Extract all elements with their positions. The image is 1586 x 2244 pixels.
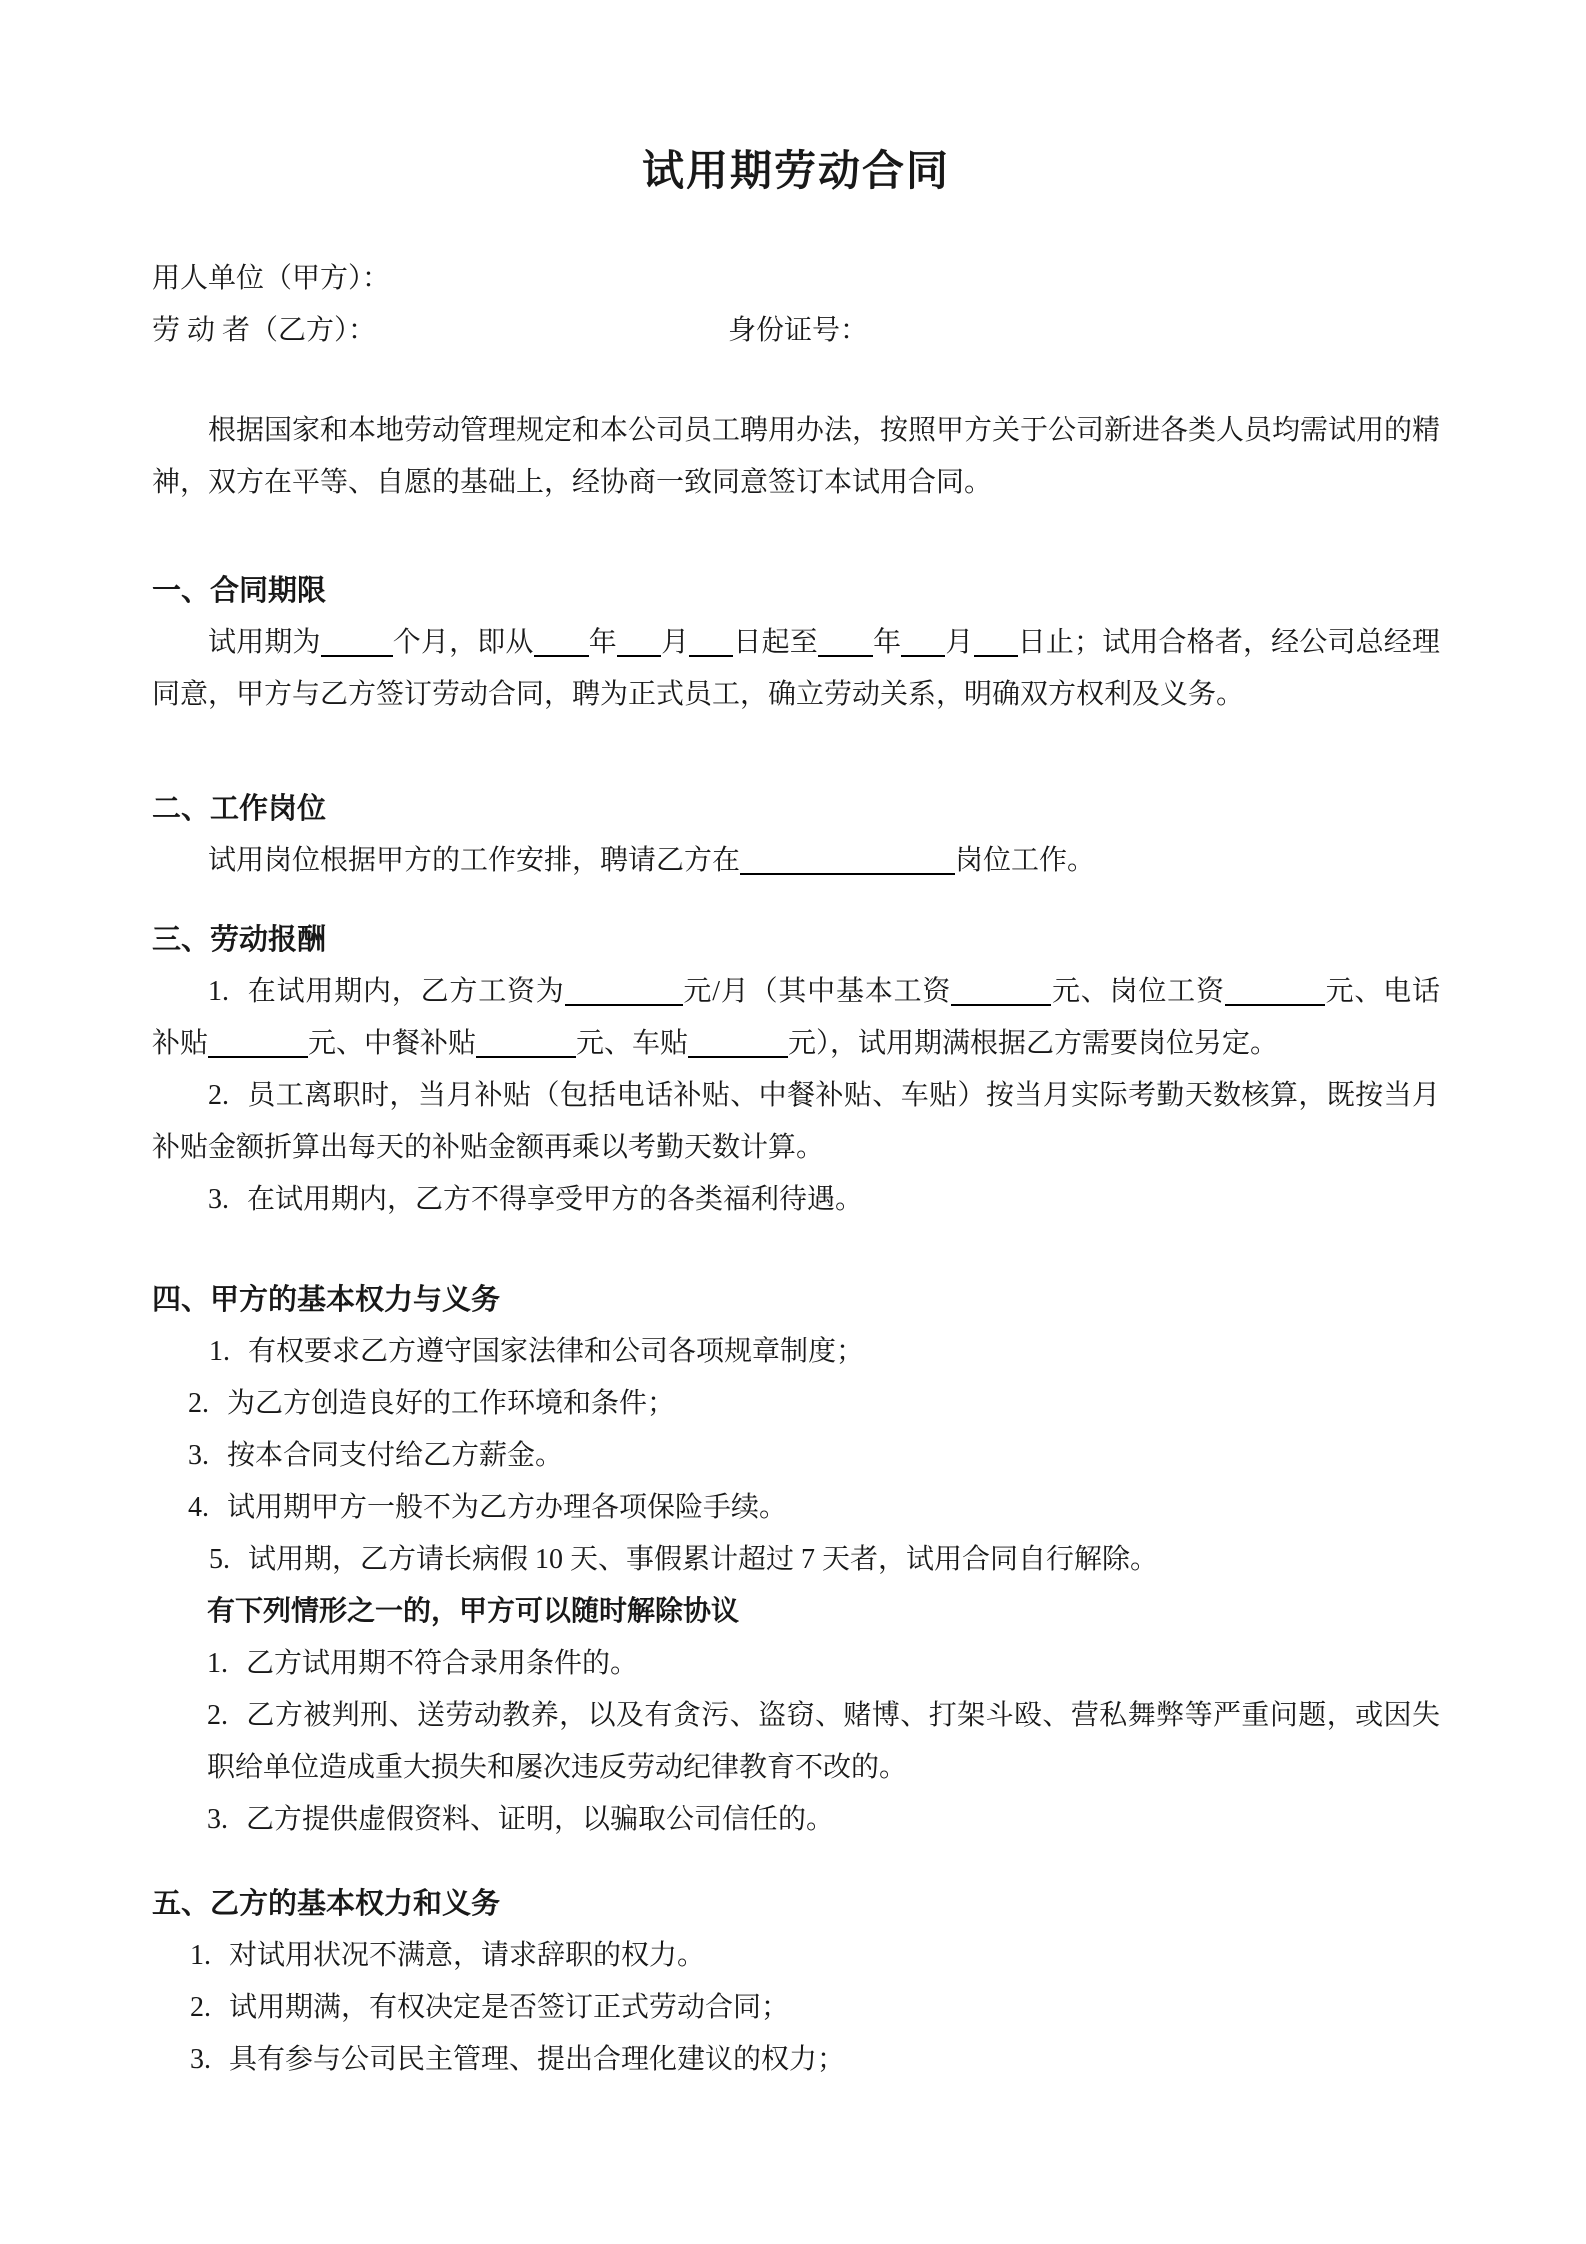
clause-text: 具有参与公司民主管理、提出合理化建议的权力；: [229, 2044, 846, 2075]
section-heading: 三、劳动报酬: [152, 924, 327, 956]
clause-text: 月: [945, 627, 974, 658]
clause-number: 4.: [188, 1492, 209, 1523]
section-heading: 四、甲方的基本权力与义务: [152, 1284, 501, 1316]
fill-in-blank: [534, 625, 589, 657]
fill-in-blank: [476, 1026, 576, 1058]
clause-number: 5.: [209, 1544, 230, 1575]
clause-text: 元、岗位工资: [1051, 976, 1225, 1007]
fill-in-blank: [740, 843, 955, 875]
clause-text: 月: [660, 627, 690, 658]
clause-text: 年: [872, 627, 902, 658]
clause: [152, 1430, 1440, 1482]
clause-text: 乙方被判刑、送劳动教养，以及有贪污、盗窃、赌博、打架斗殴、营私舞弊等严重问题，或因失职给单位造成重大损失和屡次违反劳动纪律教育不改的。: [207, 1700, 1440, 1783]
clause-text: 乙方提供虚假资料、证明，以骗取公司信任的。: [246, 1804, 835, 1835]
clause: [207, 1794, 1440, 1846]
clause: [152, 966, 1440, 1070]
section-heading: 一、合同期限: [152, 575, 327, 607]
clause-number: 3.: [208, 1184, 229, 1215]
clause-text: 在试用期内，乙方不得享受甲方的各类福利待遇。: [247, 1184, 864, 1215]
clause: [152, 835, 1440, 887]
preamble-paragraph: 根据国家和本地劳动管理规定和本公司员工聘用办法，按照甲方关于公司新进各类人员均需试用的精神，双方在平等、自愿的基础上，经协商一致同意签订本试用合同。: [152, 415, 1441, 498]
clause-text: 年: [588, 627, 617, 658]
employer-field-label: 用人单位（甲方）：: [152, 263, 391, 294]
clause-text: 试用期，乙方请长病假 10 天、事假累计超过 7 天者，试用合同自行解除。: [248, 1544, 1159, 1575]
clause: [152, 1982, 1440, 2034]
clause-text: 元/月（其中基本工资: [682, 976, 952, 1007]
clause-number: 2.: [190, 1992, 211, 2023]
clause: [152, 1930, 1440, 1982]
clause-number: 1.: [190, 1940, 211, 1971]
clause-number: 3.: [188, 1440, 209, 1471]
clause-text: 试用期为: [208, 627, 321, 658]
worker-field-label: 劳 动 者（乙方）：: [152, 315, 377, 346]
clause: [152, 617, 1440, 721]
fill-in-blank: [321, 625, 393, 657]
clause-text: 元、中餐补贴: [308, 1028, 477, 1059]
clause-text: 元），试用期满根据乙方需要岗位另定。: [788, 1028, 1279, 1059]
id-number-label: 身份证号：: [728, 315, 869, 346]
section-party-b-rights-obligations: [152, 1878, 1440, 2086]
clause-number: 1.: [207, 1648, 228, 1679]
clause-list: [152, 835, 1440, 887]
clause-text: 个月，即从: [392, 627, 534, 658]
clause-number: 2.: [208, 1080, 229, 1111]
clause: [152, 1326, 1440, 1378]
termination-conditions-subheading: 有下列情形之一的，甲方可以随时解除协议: [207, 1596, 740, 1627]
worker-line: [152, 305, 1440, 357]
clause-list: [152, 617, 1440, 721]
clause: [152, 1174, 1440, 1226]
fill-in-blank: [1225, 974, 1325, 1006]
fill-in-blank: [617, 625, 661, 657]
sub-clause-list: [152, 1638, 1440, 1846]
fill-in-blank: [689, 625, 733, 657]
fill-in-blank: [951, 974, 1051, 1006]
section-work-position: [152, 783, 1440, 887]
clause-text: 试用期甲方一般不为乙方办理各项保险手续。: [227, 1492, 788, 1523]
clause-list: [152, 1326, 1440, 1586]
clause-text: 元、电话补贴: [152, 976, 1440, 1059]
fill-in-blank: [208, 1026, 308, 1058]
clause-text: 日止；试用合格者，经公司总经理同意，甲方与乙方签订劳动合同，聘为正式员工，确立劳动关系，明确双方权利及义务。: [152, 627, 1440, 710]
fill-in-blank: [901, 625, 945, 657]
clause-text: 岗位工作。: [955, 845, 1096, 876]
clause-text: 元、车贴: [576, 1028, 689, 1059]
clause-number: 2.: [188, 1388, 209, 1419]
section-heading: 五、乙方的基本权力和义务: [152, 1888, 501, 1920]
clause-text: 在试用期内，乙方工资为: [247, 976, 565, 1007]
fill-in-blank: [565, 974, 683, 1006]
party-info-block: [152, 253, 1440, 357]
clause-list: [152, 966, 1440, 1226]
clause-text: 有权要求乙方遵守国家法律和公司各项规章制度；: [248, 1336, 865, 1367]
fill-in-blank: [688, 1026, 788, 1058]
clause-text: 乙方试用期不符合录用条件的。: [246, 1648, 639, 1679]
employer-line: [152, 253, 1440, 305]
section-heading: 二、工作岗位: [152, 793, 327, 825]
clause-list: [152, 1930, 1440, 2086]
clause-number: 3.: [190, 2044, 211, 2075]
section-contract-term: [152, 565, 1440, 721]
clause-text: 试用岗位根据甲方的工作安排，聘请乙方在: [208, 845, 741, 876]
clause-text: 对试用状况不满意，请求辞职的权力。: [229, 1940, 706, 1971]
section-party-a-rights-obligations: [152, 1274, 1440, 1846]
clause-number: 3.: [207, 1804, 228, 1835]
clause: [152, 1482, 1440, 1534]
contract-title: 试用期劳动合同: [641, 149, 950, 195]
clause: [207, 1690, 1440, 1794]
fill-in-blank: [818, 625, 873, 657]
clause: [152, 2034, 1440, 2086]
clause: [152, 1534, 1440, 1586]
clause-text: 按本合同支付给乙方薪金。: [227, 1440, 564, 1471]
clause-number: 1.: [208, 976, 229, 1007]
clause-text: 为乙方创造良好的工作环境和条件；: [227, 1388, 676, 1419]
clause: [207, 1638, 1440, 1690]
fill-in-blank: [974, 625, 1018, 657]
clause-text: 试用期满，有权决定是否签订正式劳动合同；: [229, 1992, 790, 2023]
clause: [152, 1070, 1440, 1174]
clause-number: 1.: [209, 1336, 230, 1367]
clause-text: 日起至: [733, 627, 818, 658]
section-labor-compensation: [152, 914, 1440, 1226]
clause-number: 2.: [207, 1700, 228, 1731]
clause: [152, 1378, 1440, 1430]
clause-text: 员工离职时，当月补贴（包括电话补贴、中餐补贴、车贴）按当月实际考勤天数核算，既按当月补贴金额折算出每天的补贴金额再乘以考勤天数计算。: [152, 1080, 1440, 1163]
